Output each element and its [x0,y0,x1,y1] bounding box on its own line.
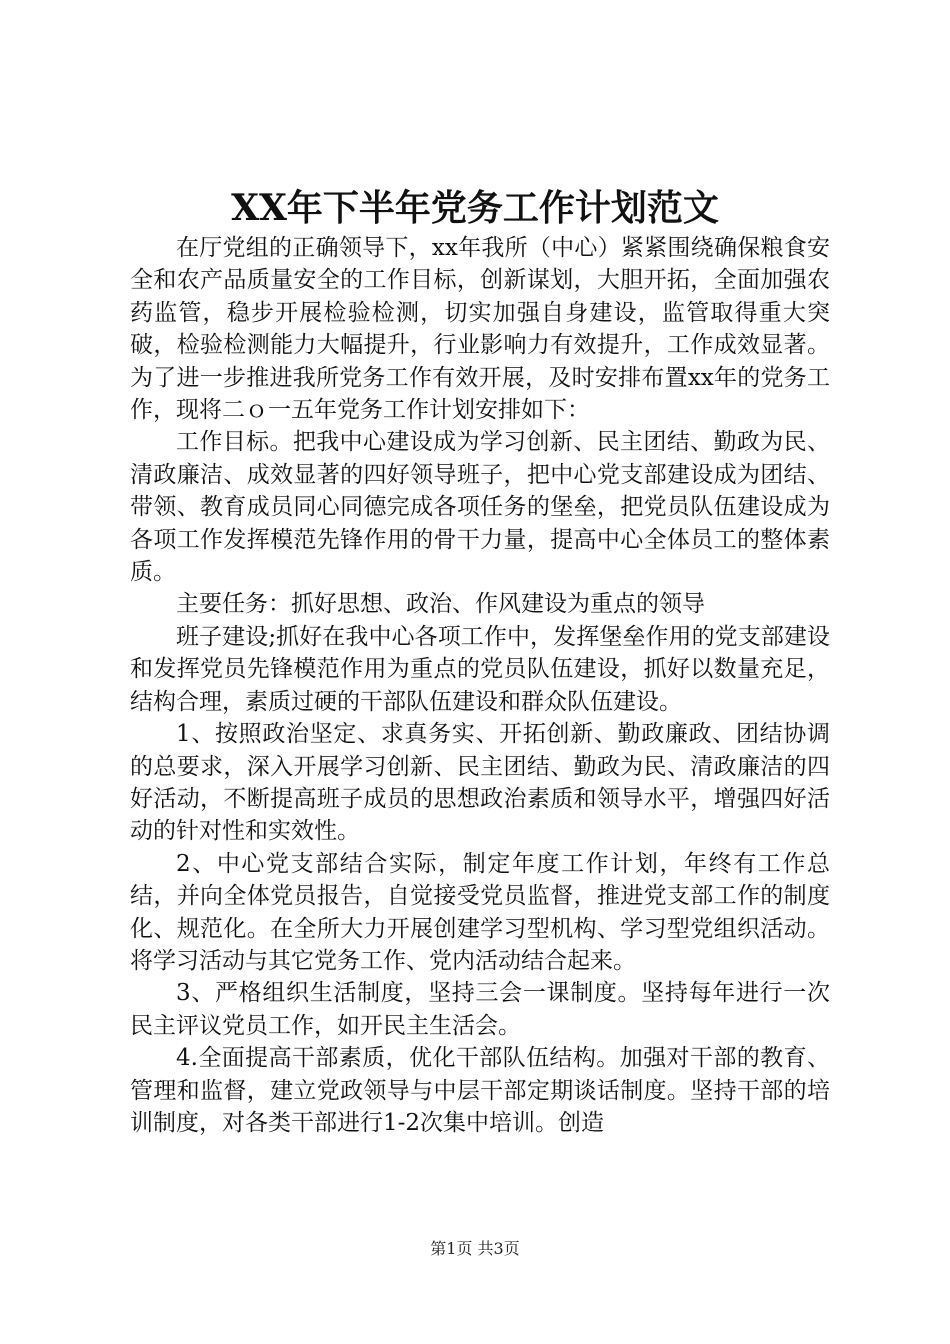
paragraph-item-4: 4.全面提高干部素质，优化干部队伍结构。加强对干部的教育、管理和监督，建立党政领导与中层干部定期谈话制度。坚持干部的培训制度，对各类干部进行1-2次集中培训。创造 [130,1045,830,1136]
paragraph-tasks: 班子建设;抓好在我中心各项工作中，发挥堡垒作用的党支部建设和发挥党员先锋模范作用为重点的党员队伍建设，抓好以数量充足，结构合理，素质过硬的干部队伍建设和群众队伍建设。 [130,623,830,715]
paragraph-goals: 工作目标。把我中心建设成为学习创新、民主团结、勤政为民、清政廉洁、成效显著的四好领导班子，把中心党支部建设成为团结、带领、教育成员同心同德完成各项任务的堡垒，把党员队伍建设成为各项工作发挥模范先锋作用的骨干力量，提高中心全体员工的整体素质。 [130,429,830,586]
document-body [130,232,830,1139]
paragraph-item-1: 1、按照政治坚定、求真务实、开拓创新、勤政廉政、团结协调的总要求，深入开展学习创新、民主团结、勤政为民、清政廉洁的四好活动，不断提高班子成员的思想政治素质和领导水平，增强四好活动的针对性和实效性。 [130,721,830,845]
document-title: XX年下半年党务工作计划范文 [231,187,719,229]
paragraph-item-2: 2、中心党支部结合实际，制定年度工作计划，年终有工作总结，并向全体党员报告，自觉接受党员监督，推进党支部工作的制度化、规范化。在全所大力开展创建学习型机构、学习型党组织活动。将学习活动与其它党务工作、党内活动结合起来。 [130,850,830,974]
page-footer: 第1页 共3页 [430,1239,520,1258]
paragraph-tasks-heading: 主要任务：抓好思想、政治、作风建设为重点的领导 [176,591,705,618]
paragraph-intro: 在厅党组的正确领导下，xx年我所（中心）紧紧围绕确保粮食安全和农产品质量安全的工作目标，创新谋划，大胆开拓，全面加强农药监管，稳步开展检验检测，切实加强自身建设，监管取得重大突破，检验检测能力大幅提升，行业影响力有效提升，工作成效显著。为了进一步推进我所党务工作有效开展，及时安排布置xx年的党务工作，现将二ｏ一五年党务工作计划安排如下： [130,235,830,424]
paragraph-item-3: 3、严格组织生活制度，坚持三会一课制度。坚持每年进行一次民主评议党员工作，如开民主生活会。 [130,980,830,1039]
